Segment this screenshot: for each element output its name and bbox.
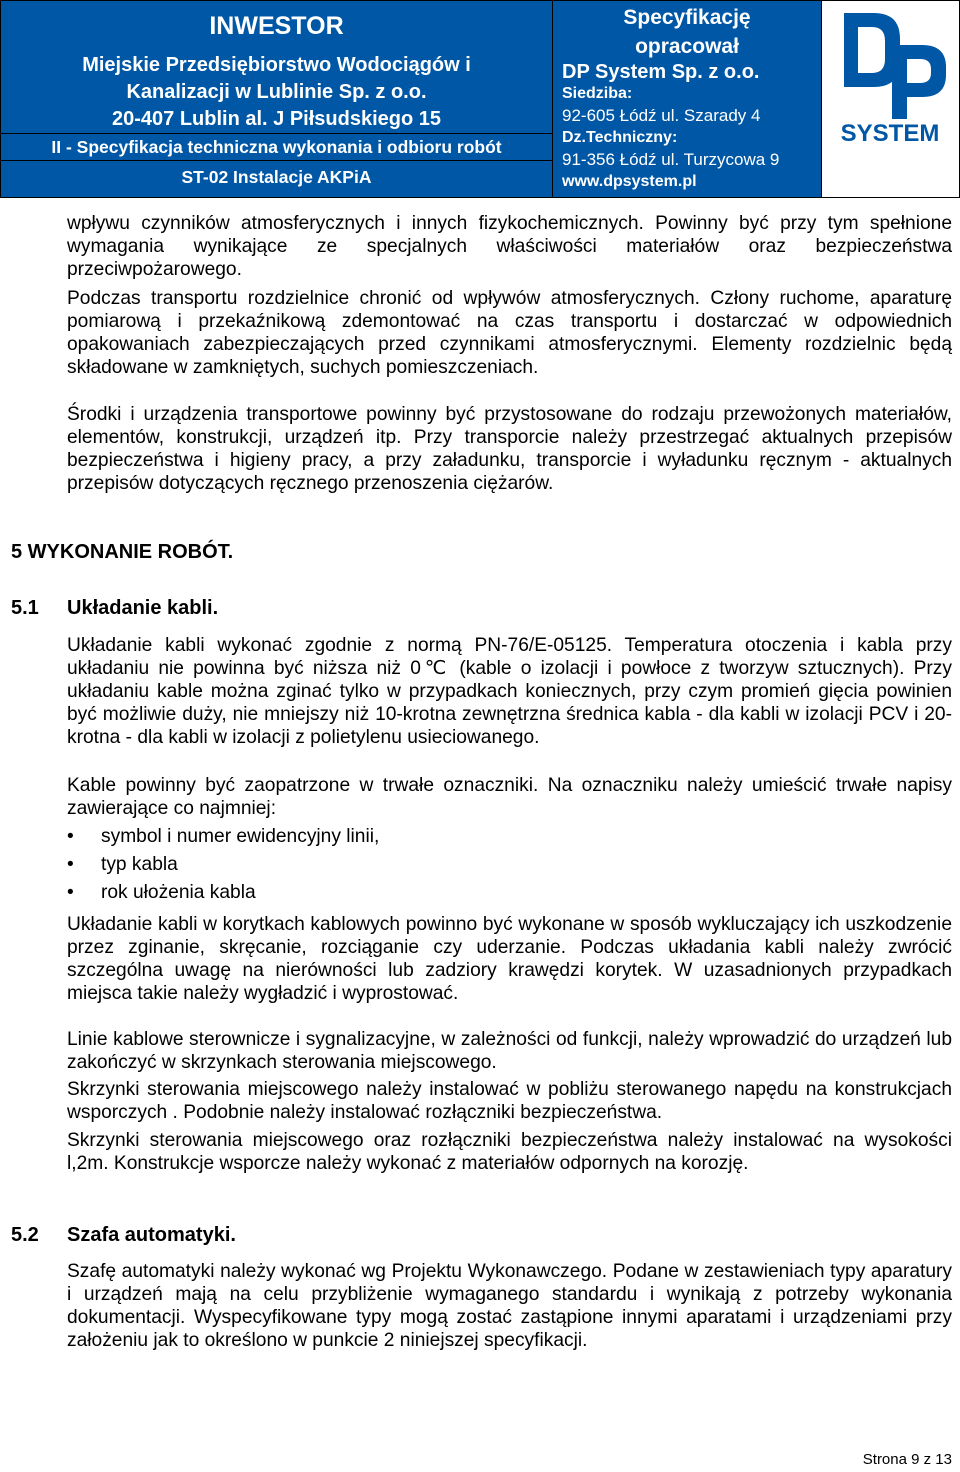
bullet-icon: • [67, 882, 74, 903]
paragraph-1: wpływu czynników atmosferycznych i innych fizykochemicznych. Powinny być przy tym spełnione wymagania wynikające ze specjalnych właściwości materiałów oraz bezpieczeństwa przeciwpożarowego. [67, 213, 952, 280]
tech-label: Dz.Techniczny: [562, 129, 678, 146]
author-cell [553, 1, 822, 198]
investor-cell [1, 1, 553, 198]
document-header [0, 0, 960, 193]
logo-cell [822, 1, 960, 198]
spec-author-line-1: Specyfikację [623, 6, 751, 29]
investor-line-3: 20-407 Lublin al. J Piłsudskiego 15 [1, 106, 552, 134]
investor-title: INWESTOR [209, 12, 344, 40]
heading-5: 5 WYKONANIE ROBÓT. [11, 541, 234, 563]
heading-5-1 [11, 597, 218, 620]
bullet-text-1: symbol i numer ewidencyjny linii, [101, 826, 380, 847]
bullet-text-3: rok ułożenia kabla [101, 882, 256, 903]
paragraph-2: Podczas transportu rozdzielnice chronić od wpływów atmosferycznych. Człony ruchome, aparaturę pomiarową i przekaźnikową zdemontować na czas transportu i dostarczać w odpowiednich opakowaniach zabezpieczających przed czynnikami atmosferycznymi. Elementy rozdzielnic będą składowane w zamkniętych, suchych pomieszczeniach. [67, 288, 952, 378]
bullet-text-2: typ kabla [101, 854, 178, 875]
paragraph-7: Linie kablowe sterownicze i sygnalizacyjne, w zależności od funkcji, należy wprowadzić do urządzeń lub zakończyć w skrzynkach sterowania miejscowego. [67, 1029, 952, 1073]
paragraph-8: Skrzynki sterowania miejscowego należy instalować w pobliżu sterowanego napędu na konstrukcjach wsporczych . Podobnie należy instalować rozłączniki bezpieczeństwa. [67, 1079, 952, 1123]
heading-5-2-title: Szafa automatyki. [67, 1224, 236, 1246]
bullet-icon: • [67, 826, 74, 847]
seat-label: Siedziba: [562, 85, 633, 102]
dp-system-logo [822, 1, 959, 192]
seat-address: 92-605 Łódź ul. Szarady 4 [562, 106, 761, 125]
paragraph-4: Układanie kabli wykonać zgodnie z normą PN-76/E-05125. Temperatura otoczenia i kabla przy układaniu nie powinna być niższa niż 0℃ (kable o izolacji i powłoce z tworzyw sztucznych). Przy układaniu kable można zginać tylko w przypadkach koniecznych, przy czym promień gięcia powinien być możliwie duży, nie mniejszy niż 10-krotna zewnętrzna średnica kabla - dla kabli w izolacji PCV i 20-krotna - dla kabli w izolacji z polietylenu usieciowanego. [67, 635, 952, 748]
website[interactable]: www.dpsystem.pl [562, 173, 697, 190]
paragraph-5: Kable powinny być zaopatrzone w trwałe oznaczniki. Na oznaczniku należy umieścić trwałe napisy zawierające co najmniej: [67, 775, 952, 819]
paragraph-10: Szafę automatyki należy wykonać wg Projektu Wykonawczego. Podane w zestawieniach typy aparatury i urządzeń mają na celu przybliżenie wymaganego standardu i wynikają z potrzeby wykonania dokumentacji. Wyspecyfikowane typy mogą zostać zastąpione innymi aparatami i urządzeniami przy założeniu jak to określono w punkcie 2 niniejszej specyfikacji. [67, 1261, 952, 1351]
logo-word: SYSTEM [840, 120, 940, 147]
investor-line-1: Miejskie Przedsiębiorstwo Wodociągów i [82, 54, 471, 76]
investor-line-2: Kanalizacji w Lublinie Sp. z o.o. [126, 81, 427, 103]
st-line: ST-02 Instalacje AKPiA [181, 167, 372, 187]
heading-5-1-number: 5.1 [11, 597, 39, 619]
page-number: Strona 9 z 13 [862, 1451, 952, 1468]
heading-5-1-title: Układanie kabli. [67, 597, 219, 619]
bullet-item-3 [67, 882, 256, 904]
paragraph-9: Skrzynki sterowania miejscowego oraz rozłączniki bezpieczeństwa należy instalować na wysokości l,2m. Konstrukcje wsporcze należy wykonać z materiałów odpornych na korozję. [67, 1130, 952, 1174]
paragraph-3: Środki i urządzenia transportowe powinny być przystosowane do rodzaju przewożonych materiałów, elementów, konstrukcji, urządzeń itp. Przy transporcie należy przestrzegać aktualnych przepisów bezpieczeństwa i higieny pracy, a przy załadunku, transporcie i wyładunku ręcznym - aktualnych przepisów dotyczących ręcznego przenoszenia ciężarów. [67, 404, 952, 494]
bullet-icon: • [67, 854, 74, 875]
header-table [0, 0, 960, 198]
company-name: DP System Sp. z o.o. [562, 61, 760, 83]
spec-author-line-2: opracował [635, 35, 739, 58]
bullet-item-1 [67, 826, 379, 848]
paragraph-6: Układanie kabli w korytkach kablowych powinno być wykonane w sposób wykluczający ich uszkodzenie przez zginanie, skręcanie, rozciąganie czy uderzanie. Podczas układania kabli należy zwrócić szczególna uwagę na nierówności lub zadziory krawędzi korytek. W uzasadnionych przypadkach miejsca takie należy wygładzić i wyprostować. [67, 914, 952, 1004]
spec-line: II - Specyfikacja techniczna wykonania i odbioru robót [1, 134, 552, 161]
heading-5-2-number: 5.2 [11, 1224, 39, 1246]
heading-5-2 [11, 1224, 236, 1247]
bullet-item-2 [67, 854, 178, 876]
tech-address: 91-356 Łódź ul. Turzycowa 9 [562, 150, 780, 169]
